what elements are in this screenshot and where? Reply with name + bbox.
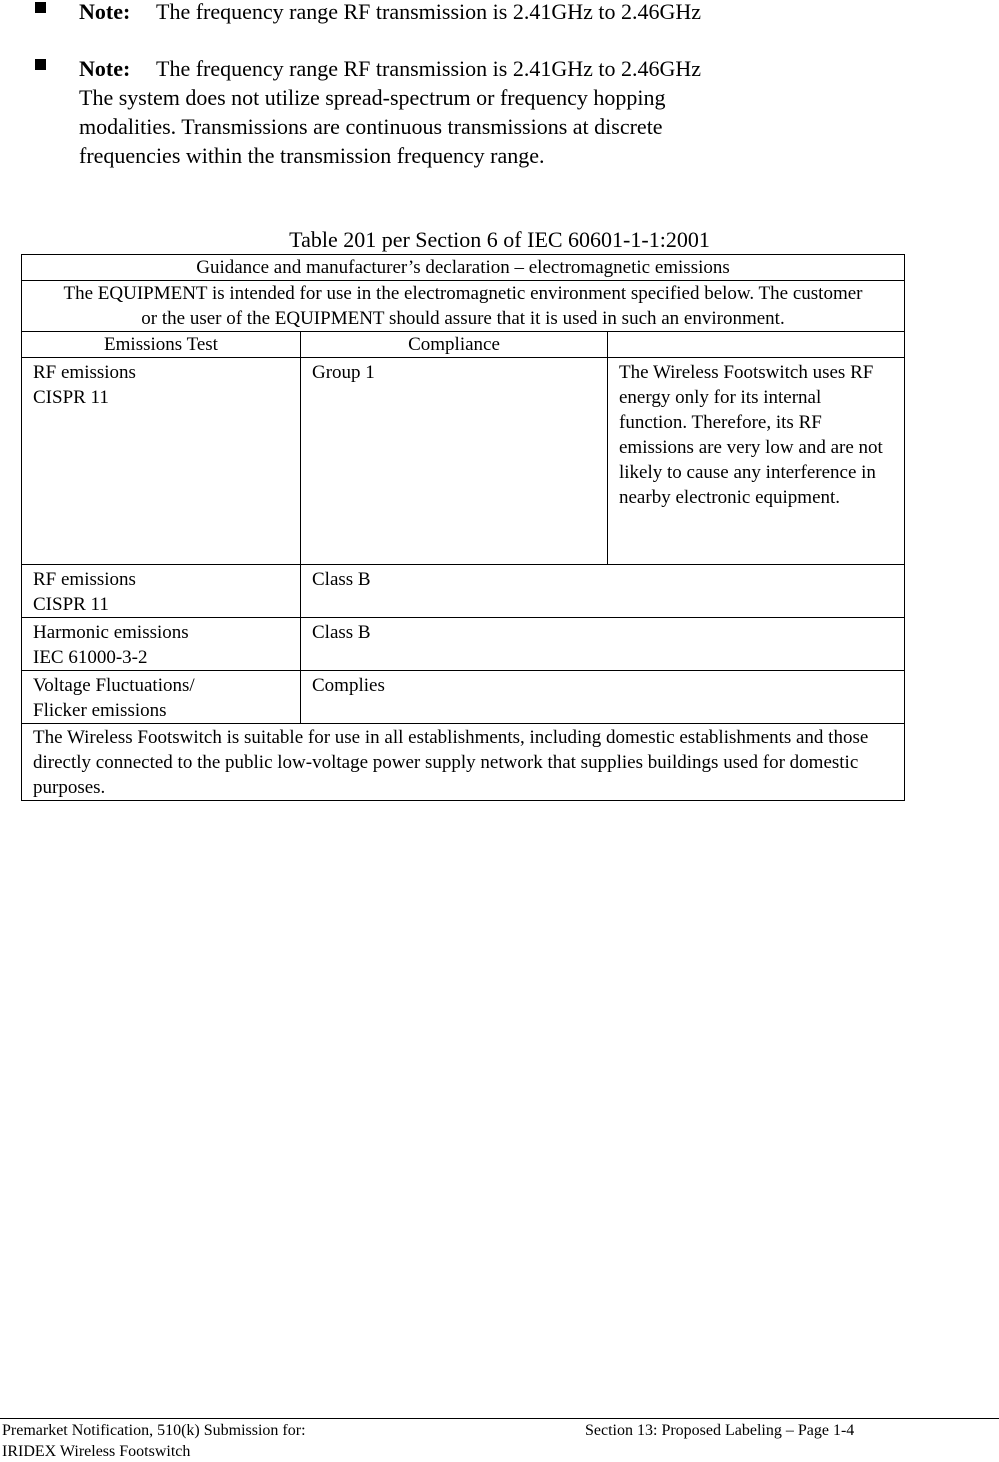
note-text: The frequency range RF transmission is 2.41GHz to 2.46GHz <box>156 56 702 81</box>
note-label: Note: <box>79 0 131 24</box>
footer-submission-line: Premarket Notification, 510(k) Submission for: <box>2 1422 306 1439</box>
table-closing-statement: The Wireless Footswitch is suitable for use in all establishments, including domestic establishments and those directly connected to the public low-voltage power supply network that supplies buildings used for domestic purposes. <box>22 724 905 801</box>
table-header: Guidance and manufacturer’s declaration – electromagnetic emissions <box>22 255 905 281</box>
footer-product-line: IRIDEX Wireless Footswitch <box>2 1443 191 1460</box>
emissions-test-standard: CISPR 11 <box>33 387 109 408</box>
emissions-test-name: RF emissions <box>33 362 136 383</box>
emissions-test-cell <box>22 671 301 724</box>
emissions-test-name: Harmonic emissions <box>33 622 189 643</box>
emissions-table <box>21 254 905 801</box>
note-paragraph <box>79 83 779 170</box>
table-intro-row <box>22 281 905 332</box>
table-caption: Table 201 per Section 6 of IEC 60601-1-1:2001 <box>289 227 710 252</box>
compliance-cell: Complies <box>301 671 905 724</box>
table-row <box>22 618 905 671</box>
note-paragraph-line: modalities. Transmissions are continuous transmissions at discrete <box>79 114 663 139</box>
footer-page-info: Section 13: Proposed Labeling – Page 1-4 <box>585 1422 855 1439</box>
emissions-test-name: Voltage Fluctuations/ <box>33 675 195 696</box>
column-header-row <box>22 332 905 358</box>
emissions-test-standard: IEC 61000-3-2 <box>33 647 148 668</box>
note-text: The frequency range RF transmission is 2.41GHz to 2.46GHz <box>156 0 702 24</box>
environment-cell: The Wireless Footswitch uses RF energy only for its internal function. Therefore, its RF emissions are very low and are not likely to cause any interference in nearby electronic equipment. <box>608 358 905 565</box>
emissions-test-cell <box>22 358 301 565</box>
note-paragraph-line: The system does not utilize spread-spectrum or frequency hopping <box>79 85 666 110</box>
page-footer <box>0 1418 999 1460</box>
emissions-test-standard: Flicker emissions <box>33 700 167 721</box>
table-row <box>22 671 905 724</box>
square-bullet-icon <box>35 2 46 13</box>
table-intro: The EQUIPMENT is intended for use in the electromagnetic environment specified below. The customer or the user of the EQUIPMENT should assure that it is used in such an environment. <box>22 281 905 332</box>
note-label: Note: <box>79 56 131 81</box>
emissions-test-name: RF emissions <box>33 569 136 590</box>
emissions-test-cell <box>22 618 301 671</box>
table-row <box>22 358 905 565</box>
column-header-environment <box>608 332 905 358</box>
square-bullet-icon <box>35 59 46 70</box>
table-title-row <box>22 255 905 281</box>
compliance-cell: Class B <box>301 565 905 618</box>
table-closing-row <box>22 724 905 801</box>
compliance-cell: Group 1 <box>301 358 608 565</box>
table-row <box>22 565 905 618</box>
column-header-compliance: Compliance <box>301 332 608 358</box>
compliance-cell: Class B <box>301 618 905 671</box>
footer-left <box>2 1420 306 1462</box>
note-paragraph-line: frequencies within the transmission frequency range. <box>79 143 545 168</box>
emissions-test-cell <box>22 565 301 618</box>
column-header-emissions-test: Emissions Test <box>22 332 301 358</box>
emissions-test-standard: CISPR 11 <box>33 594 109 615</box>
